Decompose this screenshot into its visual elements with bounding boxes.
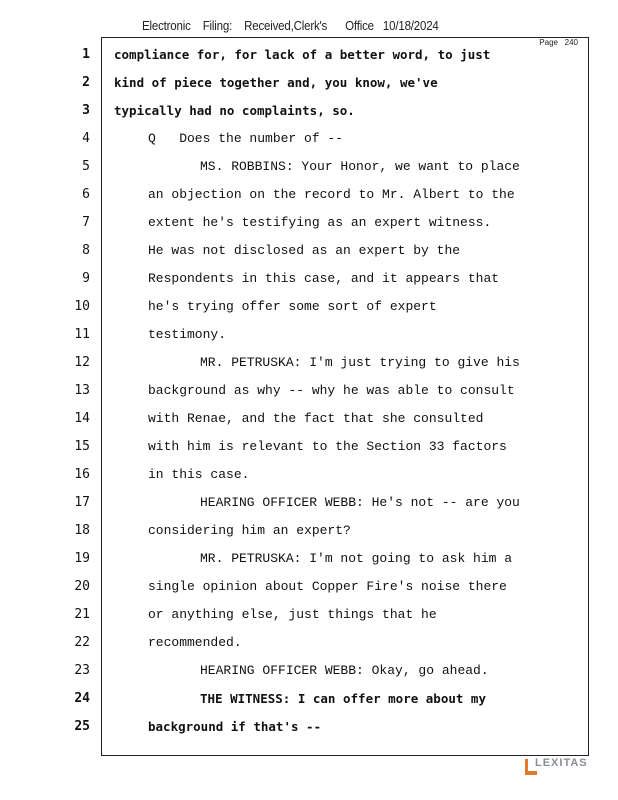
filing-stamp-header: Electronic Filing: Received,Clerk's Office 10/18/2024	[142, 19, 439, 33]
line-text: HEARING OFFICER WEBB: Okay, go ahead.	[200, 663, 489, 678]
transcript-line-19	[0, 544, 618, 572]
line-number: 15	[74, 439, 90, 454]
transcript-line-13	[0, 376, 618, 404]
line-number: 5	[82, 159, 90, 174]
line-text: single opinion about Copper Fire's noise there	[148, 579, 507, 594]
line-text: with Renae, and the fact that she consulted	[148, 411, 484, 426]
line-number: 25	[74, 719, 90, 734]
line-number: 4	[82, 131, 90, 146]
line-number: 2	[82, 75, 90, 90]
transcript-line-14	[0, 404, 618, 432]
line-number: 20	[74, 579, 90, 594]
line-text: an objection on the record to Mr. Albert to the	[148, 187, 515, 202]
line-number: 16	[74, 467, 90, 482]
line-number: 23	[74, 663, 90, 678]
transcript-line-15	[0, 432, 618, 460]
line-number: 6	[82, 187, 90, 202]
line-text: kind of piece together and, you know, we've	[114, 75, 438, 90]
transcript-line-11	[0, 320, 618, 348]
line-text: Respondents in this case, and it appears that	[148, 271, 500, 286]
line-number: 21	[74, 607, 90, 622]
line-number: 17	[74, 495, 90, 510]
line-text: background if that's --	[148, 719, 322, 734]
transcript-line-6	[0, 180, 618, 208]
line-number: 22	[74, 635, 90, 650]
line-text: Q Does the number of --	[148, 131, 344, 146]
transcript-line-22	[0, 628, 618, 656]
transcript-line-16	[0, 460, 618, 488]
transcript-line-4	[0, 124, 618, 152]
line-number: 12	[74, 355, 90, 370]
line-number: 24	[74, 691, 90, 706]
line-text: with him is relevant to the Section 33 factors	[148, 439, 507, 454]
line-text: He was not disclosed as an expert by the	[148, 243, 461, 258]
lexitas-wordmark: LEXITAS	[535, 757, 588, 769]
transcript-line-17	[0, 488, 618, 516]
line-number: 1	[82, 47, 90, 62]
line-text: recommended.	[148, 635, 242, 650]
transcript-line-7	[0, 208, 618, 236]
line-number: 11	[74, 327, 90, 342]
page-number: Page 240	[539, 38, 578, 47]
transcript-line-20	[0, 572, 618, 600]
transcript-line-18	[0, 516, 618, 544]
line-text: MR. PETRUSKA: I'm just trying to give his	[200, 355, 520, 370]
line-text: THE WITNESS: I can offer more about my	[200, 691, 486, 706]
transcript-line-2	[0, 68, 618, 96]
transcript-line-10	[0, 292, 618, 320]
line-number: 13	[74, 383, 90, 398]
line-number: 3	[82, 103, 90, 118]
line-text: background as why -- why he was able to consult	[148, 383, 515, 398]
transcript-line-12	[0, 348, 618, 376]
line-text: extent he's testifying as an expert witness.	[148, 215, 492, 230]
line-number: 10	[74, 299, 90, 314]
line-text: considering him an expert?	[148, 523, 351, 538]
line-number: 8	[82, 243, 90, 258]
transcript-line-9	[0, 264, 618, 292]
transcript-line-24	[0, 684, 618, 712]
transcript-line-1	[0, 40, 618, 68]
line-text: he's trying offer some sort of expert	[148, 299, 437, 314]
line-text: or anything else, just things that he	[148, 607, 437, 622]
transcript-line-21	[0, 600, 618, 628]
line-text: testimony.	[148, 327, 227, 342]
line-number: 9	[82, 271, 90, 286]
transcript-line-5	[0, 152, 618, 180]
line-number: 19	[74, 551, 90, 566]
line-text: HEARING OFFICER WEBB: He's not -- are you	[200, 495, 520, 510]
line-text: MR. PETRUSKA: I'm not going to ask him a	[200, 551, 513, 566]
line-text: typically had no complaints, so.	[114, 103, 355, 118]
lexitas-logo	[524, 757, 594, 777]
transcript-line-23	[0, 656, 618, 684]
transcript-line-25	[0, 712, 618, 740]
line-number: 14	[74, 411, 90, 426]
transcript-line-8	[0, 236, 618, 264]
line-number: 7	[82, 215, 90, 230]
transcript-line-3	[0, 96, 618, 124]
line-number: 18	[74, 523, 90, 538]
line-text: MS. ROBBINS: Your Honor, we want to place	[200, 159, 520, 174]
line-text: in this case.	[148, 467, 250, 482]
line-text: compliance for, for lack of a better word, to just	[114, 47, 491, 62]
